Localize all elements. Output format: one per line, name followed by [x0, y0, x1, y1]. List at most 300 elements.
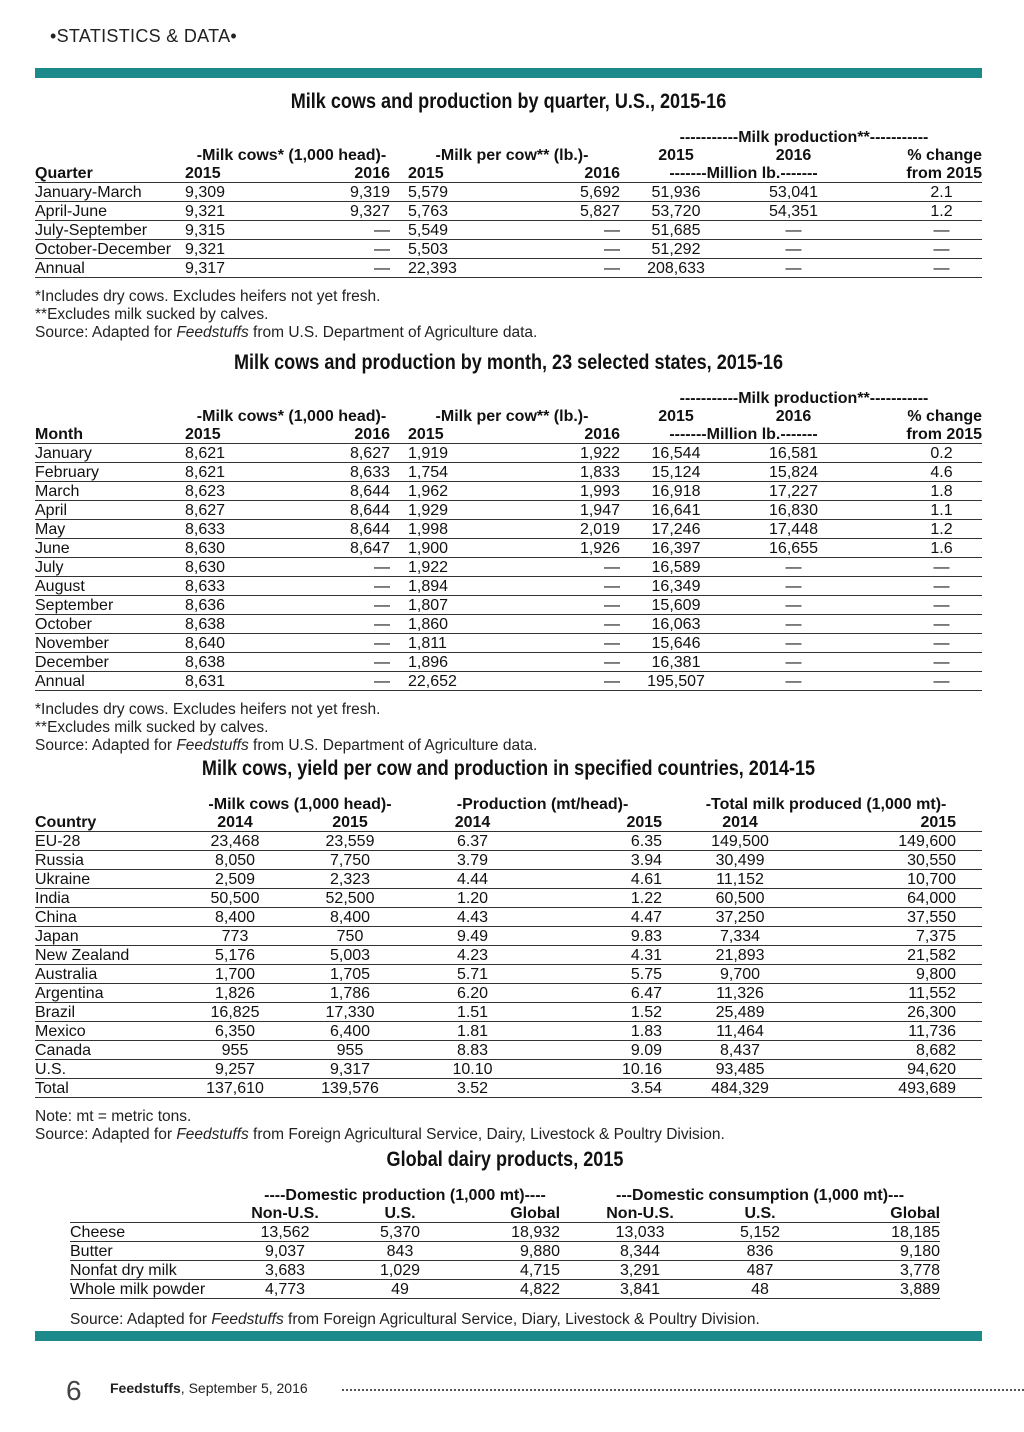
table-row [35, 1079, 982, 1098]
row-label: New Zealand [35, 946, 185, 965]
row-label: June [35, 539, 185, 558]
production-2014-cell: 10.10 [415, 1060, 530, 1079]
source-prefix: Source: Adapted for [35, 737, 177, 754]
cows-2015-cell: 1,786 [285, 984, 415, 1003]
pct-change-cell: 1.8 [861, 482, 982, 501]
consumption-global-cell: 9,180 [820, 1242, 940, 1261]
source-publication: Feedstuffs [211, 1311, 284, 1328]
table-row [35, 520, 982, 539]
consumption-us-cell: 836 [700, 1242, 820, 1261]
cows-2015-cell: 8,633 [185, 520, 270, 539]
dairy-group-header-row [70, 1186, 940, 1204]
row-label: February [35, 463, 185, 482]
table-row [70, 1280, 940, 1299]
production-nonus-cell: 4,773 [230, 1280, 340, 1299]
total-2015-cell: 8,682 [810, 1041, 982, 1060]
production-2014-cell: 6.20 [415, 984, 530, 1003]
table-row [70, 1223, 940, 1242]
production-2015-cell: 3.54 [530, 1079, 670, 1098]
table-row [35, 1041, 982, 1060]
per-cow-2015-cell: 1,929 [398, 501, 483, 520]
per-cow-2015-cell: 5,579 [398, 183, 483, 202]
production-2014-cell: 1.20 [415, 889, 530, 908]
dairy-col-header-row [70, 1204, 940, 1223]
countries-source [35, 1126, 982, 1144]
row-label: Cheese [70, 1223, 230, 1242]
cows-2015-cell: 9,321 [185, 240, 270, 259]
cows-2016-cell: 8,644 [270, 482, 398, 501]
table-row [35, 1060, 982, 1079]
monthly-table [35, 389, 982, 691]
table-row [35, 558, 982, 577]
cows-2015-cell: 8,400 [285, 908, 415, 927]
monthly-pc-2015-header: 2015 [398, 425, 483, 444]
cows-2015-cell: 139,576 [285, 1079, 415, 1098]
production-nonus-cell: 13,562 [230, 1223, 340, 1242]
production-2015-cell: 9.09 [530, 1041, 670, 1060]
quarterly-note-2: **Excludes milk sucked by calves. [35, 306, 269, 323]
production-2014-cell: 4.43 [415, 908, 530, 927]
production-2016-cell: 17,448 [726, 520, 861, 539]
production-2014-cell: 8.83 [415, 1041, 530, 1060]
table-row [35, 596, 982, 615]
table-row [35, 577, 982, 596]
cows-2015-cell: 8,638 [185, 653, 270, 672]
per-cow-2016-cell: — [483, 672, 626, 691]
cows-2015-cell: 9,317 [185, 259, 270, 278]
cows-2015-cell: 5,003 [285, 946, 415, 965]
quarterly-note-1: *Includes dry cows. Excludes heifers not yet fresh. [35, 288, 381, 305]
per-cow-2015-cell: 5,763 [398, 202, 483, 221]
cows-2015-cell: 1,705 [285, 965, 415, 984]
production-2015-cell: 15,609 [626, 596, 726, 615]
table-row [35, 984, 982, 1003]
total-2015-cell: 37,550 [810, 908, 982, 927]
cows-2015-cell: 8,633 [185, 577, 270, 596]
production-2014-cell: 3.79 [415, 851, 530, 870]
per-cow-2016-cell: — [483, 577, 626, 596]
row-label: January-March [35, 183, 185, 202]
pct-change-cell: 4.6 [861, 463, 982, 482]
consumption-global-cell: 3,778 [820, 1261, 940, 1280]
production-2014-cell: 4.44 [415, 870, 530, 889]
total-2014-cell: 25,489 [670, 1003, 810, 1022]
cows-2015-cell: 17,330 [285, 1003, 415, 1022]
per-cow-2015-cell: 1,998 [398, 520, 483, 539]
production-2016-cell: 16,655 [726, 539, 861, 558]
cows-2014-cell: 955 [185, 1041, 285, 1060]
table-row [35, 501, 982, 520]
production-nonus-cell: 3,683 [230, 1261, 340, 1280]
per-cow-2016-cell: — [483, 558, 626, 577]
total-2015-cell: 493,689 [810, 1079, 982, 1098]
per-cow-2016-cell: — [483, 653, 626, 672]
cows-2015-cell: 9,309 [185, 183, 270, 202]
pct-change-cell: — [861, 577, 982, 596]
consumption-nonus-cell: 3,841 [580, 1280, 700, 1299]
consumption-global-cell: 18,185 [820, 1223, 940, 1242]
production-2015-cell: 5.75 [530, 965, 670, 984]
publication-name: Feedstuffs [110, 1380, 181, 1396]
production-2015-cell: 15,646 [626, 634, 726, 653]
table-row [35, 832, 982, 851]
cows-2014-cell: 5,176 [185, 946, 285, 965]
table-row [35, 539, 982, 558]
countries-total-2014-header: 2014 [670, 813, 810, 832]
pct-change-cell: 1.2 [861, 520, 982, 539]
quarterly-pc-2016-header: 2016 [483, 164, 626, 183]
dairy-p-us-header: U.S. [340, 1204, 460, 1223]
production-2014-cell: 4.23 [415, 946, 530, 965]
pct-change-cell: — [861, 596, 982, 615]
cows-2015-cell: 6,400 [285, 1022, 415, 1041]
production-2015-cell: 16,397 [626, 539, 726, 558]
production-2016-cell: 17,227 [726, 482, 861, 501]
countries-group-header-row [35, 795, 982, 813]
cows-2015-cell: 8,636 [185, 596, 270, 615]
dairy-c-global-header: Global [820, 1204, 940, 1223]
per-cow-2015-cell: 1,860 [398, 615, 483, 634]
total-2015-cell: 7,375 [810, 927, 982, 946]
quarterly-prod-2015-header: 2015 [658, 146, 694, 164]
source-suffix: from U.S. Department of Agriculture data. [248, 324, 538, 341]
row-label: Annual [35, 259, 185, 278]
pct-change-cell: — [861, 221, 982, 240]
countries-rows [35, 832, 982, 1098]
monthly-section [35, 351, 982, 755]
per-cow-2016-cell: 1,926 [483, 539, 626, 558]
total-2015-cell: 11,552 [810, 984, 982, 1003]
total-2014-cell: 484,329 [670, 1079, 810, 1098]
total-2014-cell: 149,500 [670, 832, 810, 851]
monthly-group-header-row-2 [35, 407, 982, 425]
monthly-note-2: **Excludes milk sucked by calves. [35, 719, 269, 736]
cows-2016-cell: 9,319 [270, 183, 398, 202]
production-2015-cell: 17,246 [626, 520, 726, 539]
production-global-cell: 4,822 [460, 1280, 580, 1299]
production-2015-cell: 6.35 [530, 832, 670, 851]
cows-2016-cell: 8,633 [270, 463, 398, 482]
production-2014-cell: 5.71 [415, 965, 530, 984]
dairy-label-header [70, 1204, 230, 1223]
pct-change-cell: 1.2 [861, 202, 982, 221]
per-cow-2015-cell: 22,652 [398, 672, 483, 691]
cows-2016-cell: — [270, 653, 398, 672]
total-2014-cell: 7,334 [670, 927, 810, 946]
pct-change-cell: — [861, 259, 982, 278]
production-2015-cell: 16,349 [626, 577, 726, 596]
cows-2015-cell: 9,317 [285, 1060, 415, 1079]
per-cow-2016-cell: 1,993 [483, 482, 626, 501]
total-2015-cell: 21,582 [810, 946, 982, 965]
table-row [35, 634, 982, 653]
countries-notes [35, 1108, 982, 1144]
source-publication: Feedstuffs [176, 737, 249, 754]
quarterly-section [35, 90, 982, 342]
production-2015-cell: 195,507 [626, 672, 726, 691]
per-cow-2016-cell: 5,692 [483, 183, 626, 202]
monthly-prod-2016-header: 2016 [775, 407, 812, 425]
production-2015-cell: 51,936 [626, 183, 726, 202]
cows-2014-cell: 8,400 [185, 908, 285, 927]
per-cow-2016-cell: 1,947 [483, 501, 626, 520]
per-cow-2015-cell: 22,393 [398, 259, 483, 278]
monthly-notes [35, 701, 982, 755]
cows-2015-cell: 8,638 [185, 615, 270, 634]
quarterly-pct-change-header: % change [907, 146, 983, 164]
quarterly-from2015-header: from 2015 [861, 164, 982, 183]
pct-change-cell: — [861, 672, 982, 691]
monthly-pct-change-header: % change [907, 407, 983, 425]
row-label: January [35, 444, 185, 463]
table-row [35, 259, 982, 278]
quarterly-cows-group: -Milk cows* (1,000 head)- [196, 146, 387, 164]
quarterly-source [35, 324, 982, 342]
total-2015-cell: 94,620 [810, 1060, 982, 1079]
production-2015-cell: 1.52 [530, 1003, 670, 1022]
table-row [35, 870, 982, 889]
top-rule [35, 68, 982, 78]
production-2016-cell: — [726, 577, 861, 596]
quarterly-table [35, 128, 982, 278]
consumption-nonus-cell: 3,291 [580, 1261, 700, 1280]
countries-total-group: -Total milk produced (1,000 mt)- [705, 795, 947, 813]
row-label: December [35, 653, 185, 672]
cows-2015-cell: 750 [285, 927, 415, 946]
production-2016-cell: — [726, 653, 861, 672]
pct-change-cell: 0.2 [861, 444, 982, 463]
source-publication: Feedstuffs [176, 1126, 249, 1143]
monthly-production-group: -----------Milk production**----------- [679, 389, 929, 407]
cows-2016-cell: 8,647 [270, 539, 398, 558]
monthly-cows-2016-header: 2016 [270, 425, 398, 444]
production-2015-cell: 4.31 [530, 946, 670, 965]
cows-2014-cell: 50,500 [185, 889, 285, 908]
total-2014-cell: 8,437 [670, 1041, 810, 1060]
row-label: Japan [35, 927, 185, 946]
production-2014-cell: 9.49 [415, 927, 530, 946]
per-cow-2016-cell: — [483, 259, 626, 278]
production-2014-cell: 1.51 [415, 1003, 530, 1022]
row-label: Argentina [35, 984, 185, 1003]
production-us-cell: 843 [340, 1242, 460, 1261]
footer-publication [110, 1380, 308, 1396]
consumption-nonus-cell: 13,033 [580, 1223, 700, 1242]
publication-date: , September 5, 2016 [180, 1380, 308, 1396]
total-2014-cell: 11,464 [670, 1022, 810, 1041]
page-number: 6 [66, 1375, 82, 1406]
row-label: July-September [35, 221, 185, 240]
cows-2015-cell: 9,315 [185, 221, 270, 240]
row-label: Australia [35, 965, 185, 984]
table-row [35, 482, 982, 501]
production-2015-cell: 16,381 [626, 653, 726, 672]
production-global-cell: 4,715 [460, 1261, 580, 1280]
production-2015-cell: 4.61 [530, 870, 670, 889]
cows-2016-cell: — [270, 596, 398, 615]
production-2016-cell: 16,830 [726, 501, 861, 520]
production-2016-cell: 15,824 [726, 463, 861, 482]
cows-2016-cell: 9,327 [270, 202, 398, 221]
quarterly-group-header-row-2 [35, 146, 982, 164]
footer-dotted-rule [342, 1389, 1024, 1391]
table-row [35, 202, 982, 221]
per-cow-2015-cell: 1,919 [398, 444, 483, 463]
per-cow-2016-cell: — [483, 221, 626, 240]
production-2015-cell: 16,544 [626, 444, 726, 463]
source-suffix: from U.S. Department of Agriculture data. [248, 737, 538, 754]
table-row [35, 965, 982, 984]
cows-2015-cell: 9,321 [185, 202, 270, 221]
consumption-us-cell: 5,152 [700, 1223, 820, 1242]
monthly-per-cow-group: -Milk per cow** (lb.)- [435, 407, 589, 425]
production-nonus-cell: 9,037 [230, 1242, 340, 1261]
production-2016-cell: 54,351 [726, 202, 861, 221]
table-row [35, 908, 982, 927]
per-cow-2015-cell: 1,900 [398, 539, 483, 558]
source-prefix: Source: Adapted for [35, 1126, 177, 1143]
row-label: Canada [35, 1041, 185, 1060]
dairy-section [70, 1148, 940, 1329]
table-row [35, 221, 982, 240]
production-global-cell: 9,880 [460, 1242, 580, 1261]
countries-cows-group: -Milk cows (1,000 head)- [208, 795, 392, 813]
quarterly-per-cow-group: -Milk per cow** (lb.)- [435, 146, 589, 164]
cows-2015-cell: 2,323 [285, 870, 415, 889]
consumption-global-cell: 3,889 [820, 1280, 940, 1299]
cows-2014-cell: 6,350 [185, 1022, 285, 1041]
total-2014-cell: 11,326 [670, 984, 810, 1003]
dairy-c-nonus-header: Non-U.S. [580, 1204, 700, 1223]
cows-2016-cell: 8,627 [270, 444, 398, 463]
table-row [35, 672, 982, 691]
quarterly-label-header: Quarter [35, 164, 185, 183]
production-2016-cell: — [726, 221, 861, 240]
production-2015-cell: 16,918 [626, 482, 726, 501]
cows-2016-cell: 8,644 [270, 520, 398, 539]
cows-2015-cell: 8,640 [185, 634, 270, 653]
consumption-nonus-cell: 8,344 [580, 1242, 700, 1261]
per-cow-2015-cell: 5,503 [398, 240, 483, 259]
dairy-table [70, 1186, 940, 1299]
row-label: Total [35, 1079, 185, 1098]
cows-2015-cell: 8,630 [185, 539, 270, 558]
total-2015-cell: 30,550 [810, 851, 982, 870]
row-label: Brazil [35, 1003, 185, 1022]
row-label: April [35, 501, 185, 520]
quarterly-prod-2016-header: 2016 [775, 146, 812, 164]
production-2016-cell: — [726, 634, 861, 653]
production-2014-cell: 1.81 [415, 1022, 530, 1041]
row-label: Mexico [35, 1022, 185, 1041]
pct-change-cell: — [861, 615, 982, 634]
production-2016-cell: — [726, 596, 861, 615]
cows-2015-cell: 8,623 [185, 482, 270, 501]
total-2015-cell: 26,300 [810, 1003, 982, 1022]
pct-change-cell: — [861, 558, 982, 577]
row-label: Butter [70, 1242, 230, 1261]
cows-2014-cell: 2,509 [185, 870, 285, 889]
table-row [70, 1261, 940, 1280]
quarterly-group-header-row-1 [35, 128, 982, 146]
production-2015-cell: 3.94 [530, 851, 670, 870]
table-row [35, 183, 982, 202]
cows-2015-cell: 8,627 [185, 501, 270, 520]
monthly-note-1: *Includes dry cows. Excludes heifers not yet fresh. [35, 701, 381, 718]
quarterly-million-header: -------Million lb.------- [626, 164, 861, 183]
production-2015-cell: 51,685 [626, 221, 726, 240]
table-row [35, 615, 982, 634]
production-2016-cell: — [726, 672, 861, 691]
pct-change-cell: — [861, 240, 982, 259]
row-label: October-December [35, 240, 185, 259]
monthly-prod-2015-header: 2015 [658, 407, 694, 425]
table-row [35, 946, 982, 965]
section-label: •STATISTICS & DATA• [50, 26, 237, 46]
quarterly-col-header-row [35, 164, 982, 183]
pct-change-cell: 2.1 [861, 183, 982, 202]
per-cow-2016-cell: 1,922 [483, 444, 626, 463]
countries-cows-2014-header: 2014 [185, 813, 285, 832]
table-row [35, 444, 982, 463]
production-2015-cell: 15,124 [626, 463, 726, 482]
production-2015-cell: 16,063 [626, 615, 726, 634]
countries-prod-2015-header: 2015 [530, 813, 670, 832]
source-publication: Feedstuffs [176, 324, 249, 341]
production-2015-cell: 53,720 [626, 202, 726, 221]
row-label: EU-28 [35, 832, 185, 851]
monthly-pc-2016-header: 2016 [483, 425, 626, 444]
table-row [35, 463, 982, 482]
table-row [35, 1003, 982, 1022]
row-label: August [35, 577, 185, 596]
cows-2016-cell: — [270, 634, 398, 653]
production-2015-cell: 16,641 [626, 501, 726, 520]
production-2014-cell: 3.52 [415, 1079, 530, 1098]
total-2014-cell: 21,893 [670, 946, 810, 965]
total-2014-cell: 9,700 [670, 965, 810, 984]
monthly-label-header: Month [35, 425, 185, 444]
production-2015-cell: 1.83 [530, 1022, 670, 1041]
cows-2014-cell: 1,826 [185, 984, 285, 1003]
per-cow-2015-cell: 1,896 [398, 653, 483, 672]
cows-2015-cell: 8,621 [185, 463, 270, 482]
production-2016-cell: — [726, 615, 861, 634]
per-cow-2016-cell: — [483, 615, 626, 634]
countries-cows-2015-header: 2015 [285, 813, 415, 832]
production-2016-cell: — [726, 240, 861, 259]
cows-2016-cell: — [270, 221, 398, 240]
pct-change-cell: — [861, 653, 982, 672]
production-2014-cell: 6.37 [415, 832, 530, 851]
quarterly-notes [35, 288, 982, 342]
row-label: Annual [35, 672, 185, 691]
dairy-rows [70, 1223, 940, 1299]
total-2015-cell: 10,700 [810, 870, 982, 889]
production-2015-cell: 208,633 [626, 259, 726, 278]
monthly-title: Milk cows and production by month, 23 selected states, 2015-16 [233, 351, 783, 374]
row-label: Nonfat dry milk [70, 1261, 230, 1280]
per-cow-2015-cell: 5,549 [398, 221, 483, 240]
production-global-cell: 18,932 [460, 1223, 580, 1242]
total-2015-cell: 64,000 [810, 889, 982, 908]
total-2014-cell: 37,250 [670, 908, 810, 927]
dairy-notes [70, 1311, 940, 1329]
source-suffix: from Foreign Agricultural Service, Diary, Livestock & Poultry Division. [283, 1311, 760, 1328]
row-label: Whole milk powder [70, 1280, 230, 1299]
per-cow-2016-cell: — [483, 634, 626, 653]
pct-change-cell: 1.1 [861, 501, 982, 520]
